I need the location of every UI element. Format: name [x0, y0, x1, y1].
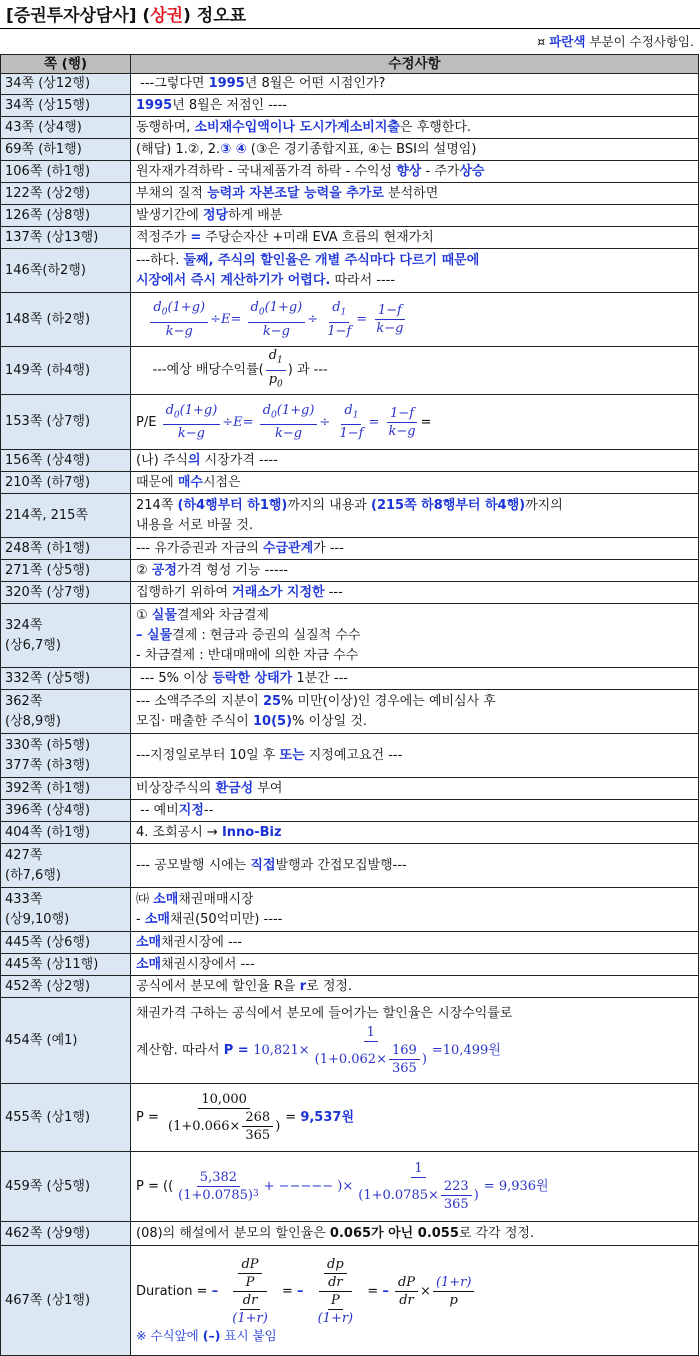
table-row: 137쪽 (상13행) 적정주가 = 주당순자산 +미래 EVA 흐름의 현재가치	[1, 227, 699, 249]
table-row: 156쪽 (상4행) (나) 주식의 시장가격 ----	[1, 450, 699, 472]
table-row: 330쪽 (하5행) 377쪽 (하3행) ---지정일로부터 10일 후 또는 지정예고요건 ---	[1, 734, 699, 778]
table-row: 34쪽 (상15행) 1995년 8월은 저점인 ----	[1, 95, 699, 117]
formula-148: $\frac{d_0(1+g)}{k-g}$ ÷E= $\frac{d_0(1+g)}{k-g}$ ÷ $\frac{d_1}{1-f}$ = $\frac{1-f}{k-g}$	[131, 293, 699, 347]
table-row: 324쪽 (상6,7행) ① 실물결제와 차금결제 – 실물결제 : 현금과 증권의 실질적 수수 - 차금결제 : 반대매매에 의한 자금 수수	[1, 604, 699, 668]
header-page: 쪽 (행)	[1, 55, 131, 74]
table-row: 332쪽 (상5행) --- 5% 이상 등락한 상태가 1분간 ---	[1, 668, 699, 690]
table-row: 459쪽 (상5행) P = (( $\frac{5,382}{(1+0.0785)^3}$ + −−−−− )× 1 (1+0.0785× $\frac{223}{365}$ ) = 9,936원	[1, 1152, 699, 1222]
table-row: 404쪽 (하1행) 4. 조회공시 → Inno-Biz	[1, 822, 699, 844]
formula-454: 채권가격 구하는 공식에서 분모에 들어가는 할인율은 시장수익률로 계산함. 따라서 P = 10,821× 1 (1+0.062× $\frac{169}{365}$ ) =10,499원	[131, 998, 699, 1084]
table-row: 146쪽(하2행) ---하다. 둘째, 주식의 할인율은 개별 주식마다 다르기 때문에 시장에서 즉시 계산하기가 어렵다. 따라서 ----	[1, 249, 699, 293]
title-divider	[0, 28, 700, 29]
table-row: 248쪽 (하1행) --- 유가증권과 자금의 수급관계가 ---	[1, 538, 699, 560]
formula-153: P/E $\frac{d_0(1+g)}{k-g}$ ÷E= $\frac{d_0(1+g)}{k-g}$ ÷ $\frac{d_1}{1-f}$ = $\frac{1-f}{k-g}$ =	[131, 395, 699, 450]
table-row: 214쪽, 215쪽 214쪽 (하4행부터 하1행)까지의 내용과 (215쪽 하8행부터 하4행)까지의 내용을 서로 바꿀 것.	[1, 494, 699, 538]
table-row: 454쪽 (예1) 채권가격 구하는 공식에서 분모에 들어가는 할인율은 시장수익률로 계산함. 따라서 P = 10,821× 1 (1+0.062× $\frac{169}{365}$ ) =10,499원	[1, 998, 699, 1084]
table-row: 433쪽 (상9,10행) ㈐ 소매채권매매시장 - 소매채권(50억미만) ----	[1, 888, 699, 932]
formula-467: Duration = – $\frac{\frac{dP}{P}}{\frac{dr}{(1+r)}}$ = – $\frac{\frac{dp}{dr}}{\frac{P}{(1+r)}}$ = – $\frac{dP}{dr}$ × $\frac{(1+r)}{p}$ ※ 수식앞에 (–) 표시 붙임	[131, 1246, 699, 1356]
formula-459: P = (( $\frac{5,382}{(1+0.0785)^3}$ + −−−−− )× 1 (1+0.0785× $\frac{223}{365}$ ) = 9,936원	[131, 1152, 699, 1222]
table-header	[1, 55, 699, 74]
page-title: [증권투자상담사] (상권) 정오표	[6, 6, 247, 26]
table-row: 148쪽 (하2행) $\frac{d_0(1+g)}{k-g}$ ÷E= $\frac{d_0(1+g)}{k-g}$ ÷ $\frac{d_1}{1-f}$ = $\frac{1-f}{k-g}$	[1, 293, 699, 347]
formula-455: P = 10,000 (1+0.066× $\frac{268}{365}$ ) = 9,537원	[131, 1084, 699, 1152]
table-row: 452쪽 (상2행) 공식에서 분모에 할인율 R을 r로 정정.	[1, 976, 699, 998]
table-row: 210쪽 (하7행) 때문에 매수시점은	[1, 472, 699, 494]
table-row: 467쪽 (상1행) Duration = – $\frac{\frac{dP}{P}}{\frac{dr}{(1+r)}}$ = – $\frac{\frac{dp}{dr}}{\frac{P}{(1+r)}}$ = – $\frac{dP}{dr}$ × $\frac{(1+r)}{p}$ ※ 수식앞에 (–) 표시 붙임	[1, 1246, 699, 1356]
table-row: 396쪽 (상4행) -- 예비지정--	[1, 800, 699, 822]
table-row: 43쪽 (상4행) 동행하며, 소비재수입액이나 도시가계소비지출은 후행한다.	[1, 117, 699, 139]
table-row: 34쪽 (상12행) ---그렇다면 1995년 8월은 어떤 시점인가?	[1, 74, 699, 95]
table-row: 153쪽 (상7행) P/E $\frac{d_0(1+g)}{k-g}$ ÷E= $\frac{d_0(1+g)}{k-g}$ ÷ $\frac{d_1}{1-f}$ = $\frac{1-f}{k-g}$ =	[1, 395, 699, 450]
table-row: 362쪽 (상8,9행) --- 소액주주의 지분이 25% 미만(이상)인 경우에는 예비심사 후 모집· 매출한 주식이 10(5)% 이상일 것.	[1, 690, 699, 734]
table-row: 271쪽 (상5행) ② 공정가격 형성 기능 -----	[1, 560, 699, 582]
table-row: 462쪽 (상9행) (08)의 해설에서 분모의 할인율은 0.065가 아닌 0.055로 각각 정정.	[1, 1222, 699, 1246]
table-row: 455쪽 (상1행) P = 10,000 (1+0.066× $\frac{268}{365}$ ) = 9,537원	[1, 1084, 699, 1152]
header-correction: 수정사항	[131, 55, 699, 74]
table-row: 392쪽 (하1행) 비상장주식의 환금성 부여	[1, 778, 699, 800]
table-row: 320쪽 (상7행) 집행하기 위하여 거래소가 지정한 ---	[1, 582, 699, 604]
table-row: 149쪽 (하4행) ---예상 배당수익률( $\frac{d_1}{p_0}$ ) 과 ---	[1, 347, 699, 395]
table-row: 122쪽 (상2행) 부채의 질적 능력과 자본조달 능력을 추가로 분석하면	[1, 183, 699, 205]
table-row: 445쪽 (상6행) 소매채권시장에 ---	[1, 932, 699, 954]
table-row: 427쪽 (하7,6행) --- 공모발행 시에는 직접발행과 간접모집발행---	[1, 844, 699, 888]
table-row: 69쪽 (하1행) (해답) 1.②, 2.③ ④ (③은 경기종합지표, ④는 BSI의 설명임)	[1, 139, 699, 161]
table-row: 126쪽 (상8행) 발생기간에 정당하게 배분	[1, 205, 699, 227]
table-row: 106쪽 (하1행) 원자재가격하락 - 국내제품가격 하락 - 수익성 향상 - 주가상승	[1, 161, 699, 183]
legend-note: ¤ 파란색 부분이 수정사항임.	[537, 34, 694, 49]
errata-table	[0, 54, 699, 1356]
table-row: 445쪽 (상11행) 소매채권시장에서 ---	[1, 954, 699, 976]
